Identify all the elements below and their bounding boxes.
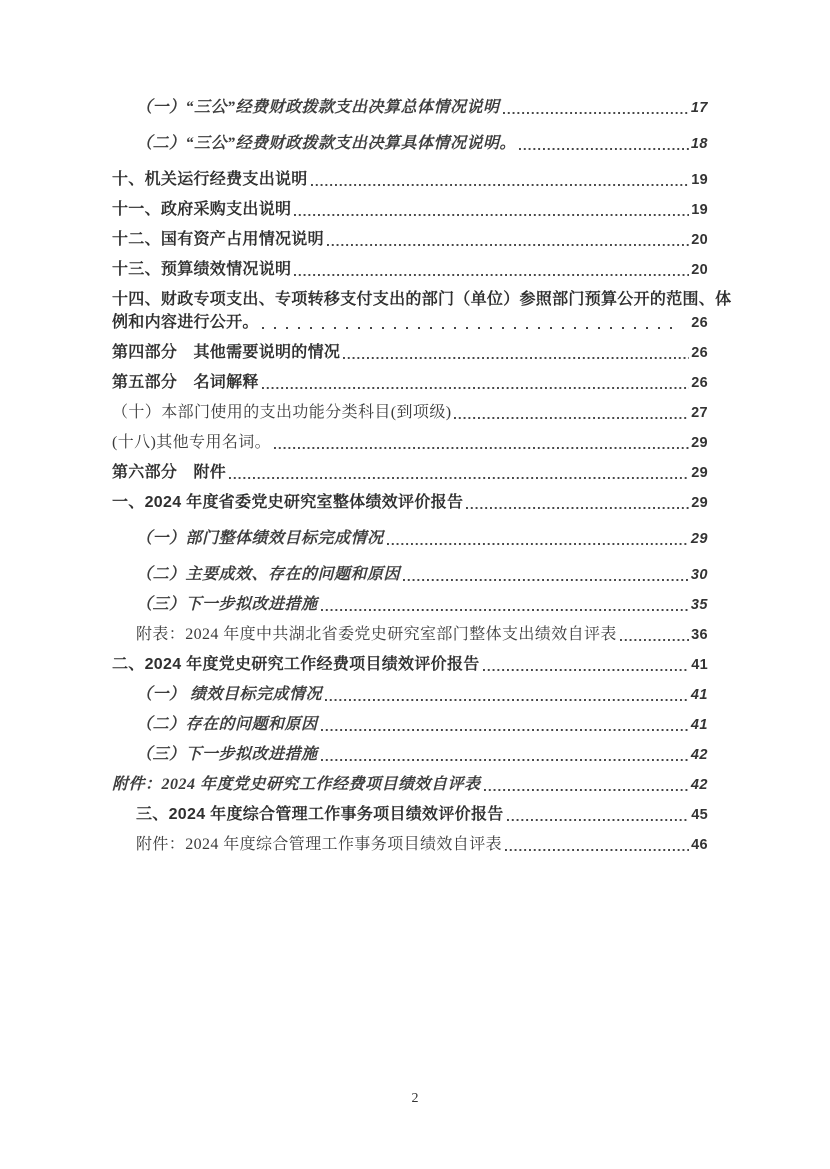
toc-entry	[112, 805, 708, 825]
toc-entry-text: （二）“三公”经费财政拨款支出决算具体情况说明。	[136, 135, 517, 152]
dot-leader	[403, 578, 689, 581]
toc-entry-page: 36	[691, 627, 708, 643]
toc-entry	[112, 625, 708, 645]
dot-leader	[503, 111, 689, 114]
toc-entry-text: （二）存在的问题和原因	[136, 716, 318, 733]
toc-entry-page: 46	[691, 837, 708, 853]
toc-entry-page: 29	[690, 531, 708, 547]
dot-leader	[505, 848, 689, 851]
toc-entry	[112, 403, 708, 423]
toc-entry	[112, 373, 708, 393]
toc-entry	[112, 595, 708, 615]
toc-entry-text: (十八)其他专用名词。	[112, 434, 272, 451]
toc-entry-text: 一、2024 年度省委党史研究室整体绩效评价报告	[112, 494, 464, 511]
toc-entry	[112, 134, 708, 154]
toc-entry	[112, 745, 708, 765]
toc-entry-page: 17	[690, 100, 708, 116]
toc-entry-text: 十、机关运行经费支出说明	[112, 171, 308, 188]
toc-entry-text: 附表：2024 年度中共湖北省委党史研究室部门整体支出绩效自评表	[136, 626, 617, 643]
toc-entry-text: （一） 绩效目标完成情况	[136, 686, 323, 703]
dot-leader	[466, 506, 689, 509]
toc-entry	[112, 463, 708, 483]
table-of-contents	[112, 98, 732, 865]
toc-entry-page: 29	[691, 435, 708, 451]
toc-entry-text: （二）主要成效、存在的问题和原因	[136, 566, 401, 583]
dot-leader	[321, 728, 689, 731]
dot-leader	[294, 213, 689, 216]
dot-leader	[454, 416, 689, 419]
toc-entry	[112, 655, 708, 675]
toc-entry-page: 27	[691, 405, 708, 421]
page-number: 2	[411, 1091, 419, 1106]
dot-leader	[327, 243, 689, 246]
toc-entry-page: 41	[690, 717, 708, 733]
toc-entry-page: 35	[690, 597, 708, 613]
dot-leader	[519, 147, 689, 150]
toc-entry-page: 26	[691, 375, 708, 391]
toc-entry-page: 20	[691, 232, 708, 248]
dot-leader	[387, 542, 689, 545]
toc-entry-text: （三）下一步拟改进措施	[136, 596, 318, 613]
dot-leader	[343, 356, 689, 359]
toc-entry	[112, 230, 708, 250]
toc-entry-text: 例和内容进行公开。	[112, 314, 259, 331]
dot-leader	[620, 638, 689, 641]
toc-entry-continuation	[112, 313, 708, 333]
toc-entry-text: 第四部分 其他需要说明的情况	[112, 344, 341, 361]
dot-leader	[325, 698, 689, 701]
toc-entry-text: 附件：2024 年度党史研究工作经费项目绩效自评表	[112, 776, 481, 793]
toc-entry-page: 45	[691, 807, 708, 823]
dot-leader	[483, 668, 690, 671]
toc-entry-text: （十）本部门使用的支出功能分类科目(到项级)	[112, 404, 452, 421]
dot-leader	[294, 273, 689, 276]
dot-leader	[321, 608, 689, 611]
toc-entry-page: 18	[690, 136, 708, 152]
toc-entry-text: 十四、财政专项支出、专项转移支付支出的部门（单位）参照部门预算公开的范围、体	[112, 291, 732, 308]
toc-entry	[112, 433, 708, 453]
toc-entry	[112, 290, 732, 310]
toc-entry	[112, 170, 708, 190]
toc-entry-page: 19	[691, 202, 708, 218]
toc-entry-text: 十二、国有资产占用情况说明	[112, 231, 324, 248]
toc-entry	[112, 343, 708, 363]
toc-entry	[112, 835, 708, 855]
toc-entry-page: 42	[690, 777, 708, 793]
toc-entry-page: 29	[691, 495, 708, 511]
dot-leader	[507, 818, 690, 821]
dot-leader	[321, 758, 689, 761]
dot-leader	[262, 326, 682, 329]
toc-entry-text: 二、2024 年度党史研究工作经费项目绩效评价报告	[112, 656, 480, 673]
toc-entry-page: 42	[690, 747, 708, 763]
toc-entry-page: 19	[691, 172, 708, 188]
toc-entry-page: 30	[690, 567, 708, 583]
dot-leader	[484, 788, 689, 791]
toc-entry-page: 29	[691, 465, 708, 481]
toc-entry	[112, 98, 708, 118]
toc-entry	[112, 260, 708, 280]
dot-leader	[311, 183, 690, 186]
toc-entry-text: 十三、预算绩效情况说明	[112, 261, 292, 278]
toc-entry	[112, 200, 708, 220]
toc-entry	[112, 715, 708, 735]
toc-entry	[112, 775, 708, 795]
toc-entry	[112, 685, 708, 705]
dot-leader	[262, 386, 690, 389]
toc-entry-page: 41	[691, 657, 708, 673]
toc-entry	[112, 565, 708, 585]
dot-leader	[229, 476, 689, 479]
toc-entry-page: 26	[691, 345, 708, 361]
toc-entry	[112, 493, 708, 513]
toc-entry	[112, 529, 708, 549]
toc-entry-text: （三）下一步拟改进措施	[136, 746, 318, 763]
toc-entry-text: （一）“三公”经费财政拨款支出决算总体情况说明	[136, 99, 500, 116]
toc-entry-text: 第五部分 名词解释	[112, 374, 259, 391]
toc-entry-text: 第六部分 附件	[112, 464, 227, 481]
toc-entry-text: 十一、政府采购支出说明	[112, 201, 292, 218]
toc-entry-text: （一）部门整体绩效目标完成情况	[136, 530, 384, 547]
toc-entry-page: 20	[691, 262, 708, 278]
toc-entry-text: 附件：2024 年度综合管理工作事务项目绩效自评表	[136, 836, 503, 853]
toc-entry-page: 41	[690, 687, 708, 703]
toc-entry-text: 三、2024 年度综合管理工作事务项目绩效评价报告	[136, 806, 504, 823]
toc-entry-page: 26	[691, 315, 708, 331]
dot-leader	[274, 446, 689, 449]
